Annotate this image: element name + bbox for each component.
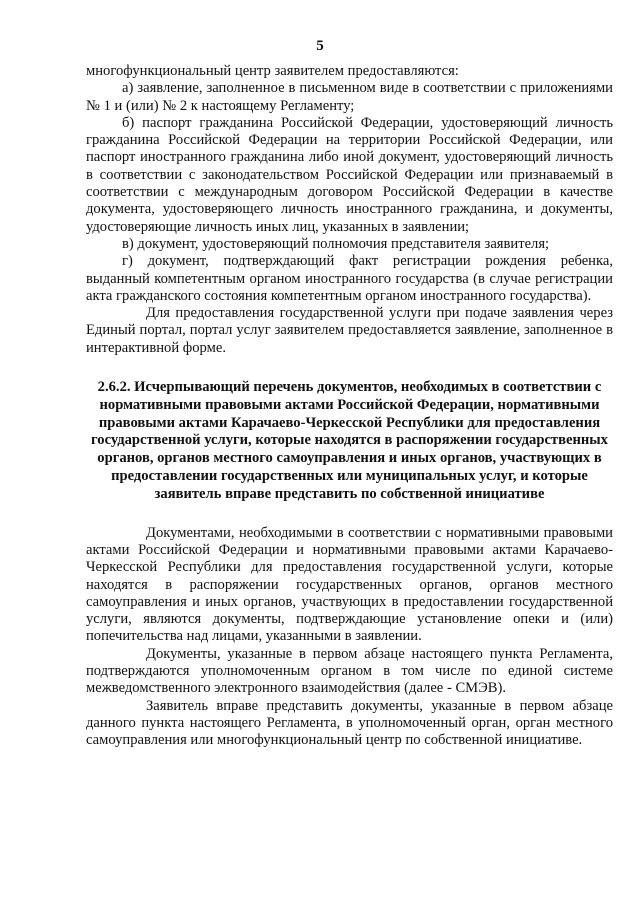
paragraph-intro: многофункциональный центр заявителем предоставляются: (86, 63, 459, 79)
page-number: 5 (316, 38, 324, 54)
paragraph-item-g: г) документ, подтверждающий факт регистрации рождения ребенка, выданный компетентным органом иностранного государства (в случае регистрации акта гражданского состояния компетентным органом иностранного государства). (86, 253, 613, 304)
paragraph-applicant-right: Заявитель вправе представить документы, указанные в первом абзаце данного пункта настоящего Регламента, в уполномоченный орган, орган местного самоуправления или многофункциональный центр по собственной инициативе. (86, 697, 613, 749)
paragraph-item-v: в) документ, удостоверяющий полномочия представителя заявителя; (122, 235, 550, 252)
paragraph-smev: Документы, указанные в первом абзаце настоящего пункта Регламента, подтверждаются уполномоченным органом в том числе по единой системе межведомственного электронного взаимодействия (далее - СМЭВ). (86, 645, 613, 697)
paragraph-documents: Документами, необходимыми в соответствии с нормативными правовыми актами Российской Федерации и нормативными правовыми актами Карачаево-Черкесской Республики для предоставления государственной услуги, которые находятся в распоряжении государственных органов, органов местного самоуправления и иных органов, участвующих в предоставлении государственной услуги, являются документы, подтверждающие установление опеки и (или) попечительства над лицами, указанными в заявлении. (86, 524, 613, 645)
paragraph-portal: Для предоставления государственной услуги при подаче заявления через Единый портал, портал услуг заявителем предоставляется заявление, заполненное в интерактивной форме. (86, 305, 613, 356)
paragraph-item-a: а) заявление, заполненное в письменном виде в соответствии с приложениями № 1 и (или) № 2 к настоящему Регламенту; (86, 80, 613, 114)
section-heading: 2.6.2. Исчерпывающий перечень документов, необходимых в соответствии с нормативными правовыми актами Российской Федерации, нормативными правовыми актами Карачаево-Черкесской Республики для предоставления государственной услуги, которые находятся в распоряжении государственных органов, органов местного самоуправления и иных органов, участвующих в предоставлении государственных или муниципальных услуг, и которые заявитель вправе представить по собственной инициативе (91, 379, 608, 502)
paragraph-item-b: б) паспорт гражданина Российской Федерации, удостоверяющий личность гражданина Российской Федерации на территории Российской Федерации, или паспорт иностранного гражданина либо иной документ, удостоверяющий личность в соответствии с законодательством Российской Федерации или признаваемый в соответствии с международным договором Российской Федерации в качестве документа, удостоверяющего личность иностранного гражданина, и документы, удостоверяющие личность иных лиц, указанных в заявлении; (86, 114, 613, 235)
document-body (86, 63, 613, 749)
